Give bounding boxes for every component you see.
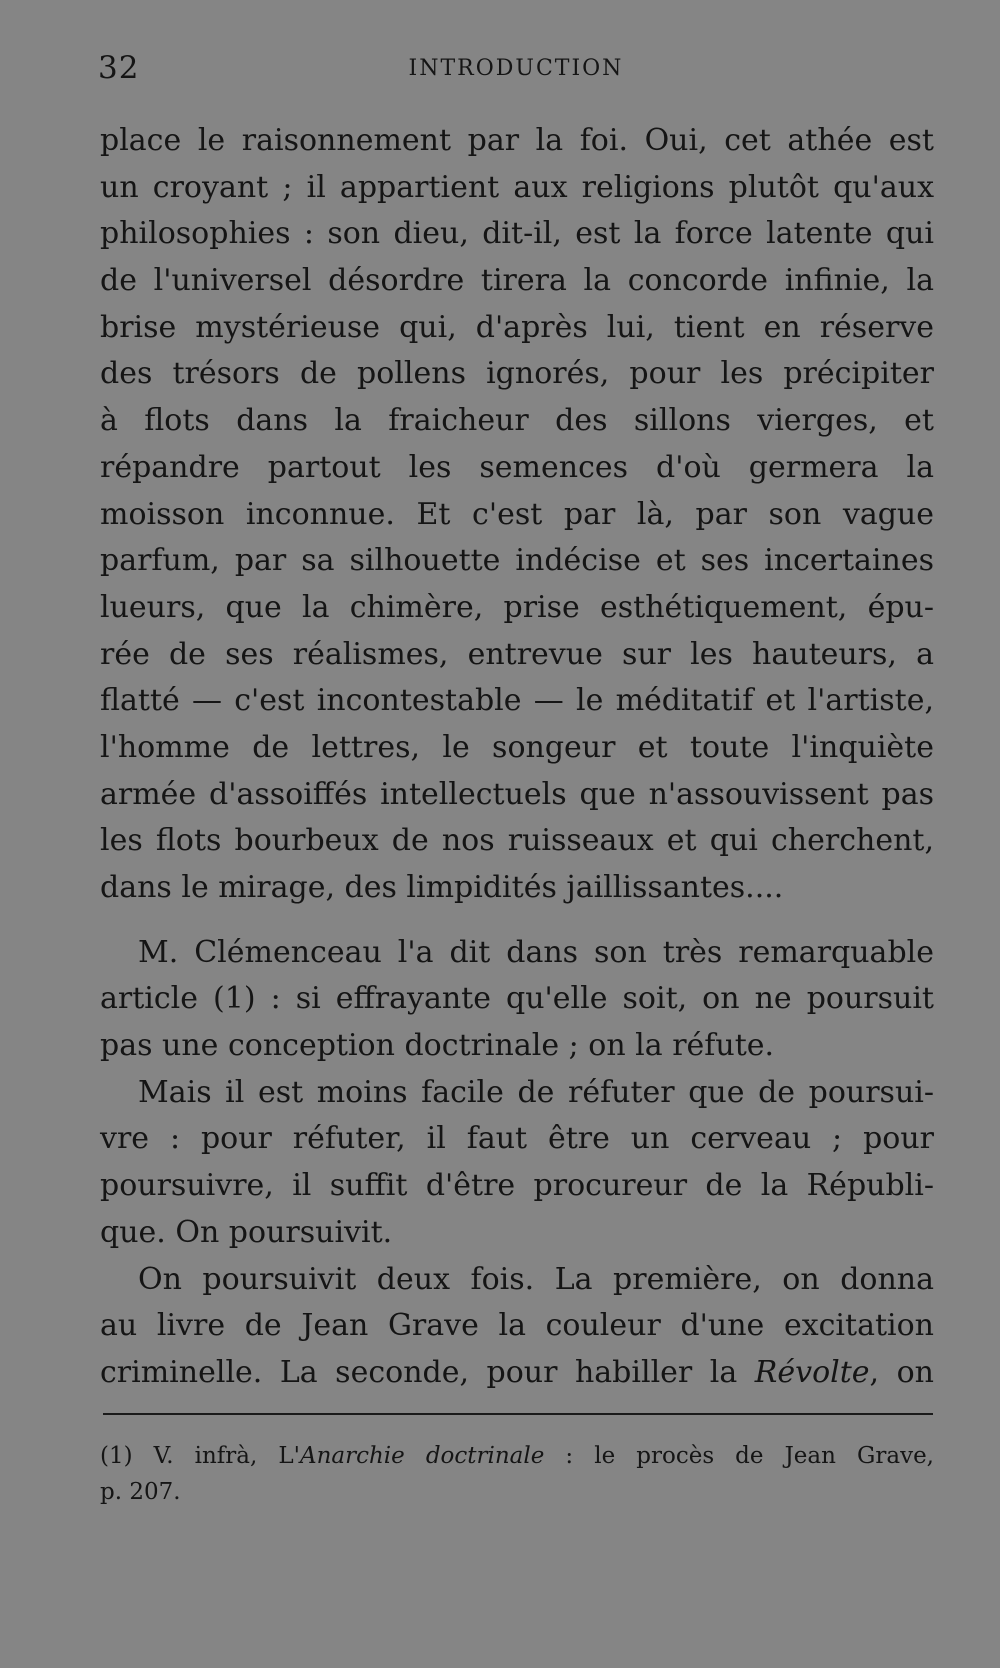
text-line: parfum, par sa silhouette indécise et ses incertaines <box>100 543 934 579</box>
text-line: Mais il est moins facile de réfuter que de poursui- <box>138 1074 934 1110</box>
text-line: répandre partout les semences d'où germera la <box>100 449 934 485</box>
text-line: les flots bourbeux de nos ruisseaux et qui cherchent, <box>100 823 934 859</box>
paragraph-1 <box>100 118 934 912</box>
paragraph-3 <box>100 1070 934 1257</box>
text-line: On poursuivit deux fois. La première, on donna <box>138 1261 934 1297</box>
text-line: rée de ses réalismes, entrevue sur les hauteurs, a <box>100 636 934 672</box>
text-line: dans le mirage, des limpidités jaillissantes.... <box>100 870 784 905</box>
text-line <box>100 1350 934 1397</box>
text-line: des trésors de pollens ignorés, pour les précipiter <box>100 356 934 392</box>
text-line: lueurs, que la chimère, prise esthétiquement, épu- <box>100 589 934 625</box>
text-line: au livre de Jean Grave la couleur d'une excitation <box>100 1308 934 1344</box>
italic-title-revolte: Révolte <box>754 1354 870 1390</box>
footnote-segment: : le procès de Jean Grave, <box>544 1443 934 1469</box>
paragraph-gap <box>100 912 934 930</box>
text-line: moisson inconnue. Et c'est par là, par son vague <box>100 496 934 532</box>
page-number: 32 <box>98 50 140 86</box>
footnote <box>100 1438 934 1510</box>
text-line: philosophies : son dieu, dit-il, est la force latente qui <box>100 216 934 252</box>
text-line: place le raisonnement par la foi. Oui, cet athée est <box>100 123 934 158</box>
body-text <box>100 118 934 1397</box>
text-segment: criminelle. La seconde, pour habiller la <box>100 1354 755 1390</box>
text-line: vre : pour réfuter, il faut être un cerveau ; pour <box>100 1121 934 1157</box>
running-title: INTRODUCTION <box>408 56 624 81</box>
text-line: pas une conception doctrinale ; on la réfute. <box>100 1028 775 1064</box>
paragraph-4 <box>100 1257 934 1397</box>
text-line: armée d'assoiffés intellectuels que n'assouvissent pas <box>100 776 934 812</box>
paragraph-2 <box>100 930 934 1070</box>
text-line: à flots dans la fraicheur des sillons vierges, et <box>100 403 934 439</box>
text-line: que. On poursuivit. <box>100 1214 393 1250</box>
text-line: poursuivre, il suffit d'être procureur de la Républi- <box>100 1168 934 1204</box>
footnote-segment: (1) V. infrà, L' <box>100 1443 300 1469</box>
footnote-rule <box>103 1413 933 1415</box>
text-line: M. Clémenceau l'a dit dans son très remarquable <box>138 934 934 970</box>
footnote-line: p. 207. <box>100 1479 181 1505</box>
text-segment: , on <box>869 1354 934 1390</box>
text-line: l'homme de lettres, le songeur et toute l'inquiète <box>100 729 934 765</box>
footnote-italic-title: Anarchie doctrinale <box>299 1443 545 1469</box>
text-line: un croyant ; il appartient aux religions plutôt qu'aux <box>100 169 934 205</box>
footnote-line <box>100 1438 934 1474</box>
running-head <box>98 48 934 98</box>
text-line: article (1) : si effrayante qu'elle soit, on ne poursuit <box>100 981 934 1017</box>
text-line: brise mystérieuse qui, d'après lui, tient en réserve <box>100 309 934 345</box>
text-line: de l'universel désordre tirera la concorde infinie, la <box>100 263 934 299</box>
text-line: flatté — c'est incontestable — le méditatif et l'artiste, <box>100 683 934 719</box>
